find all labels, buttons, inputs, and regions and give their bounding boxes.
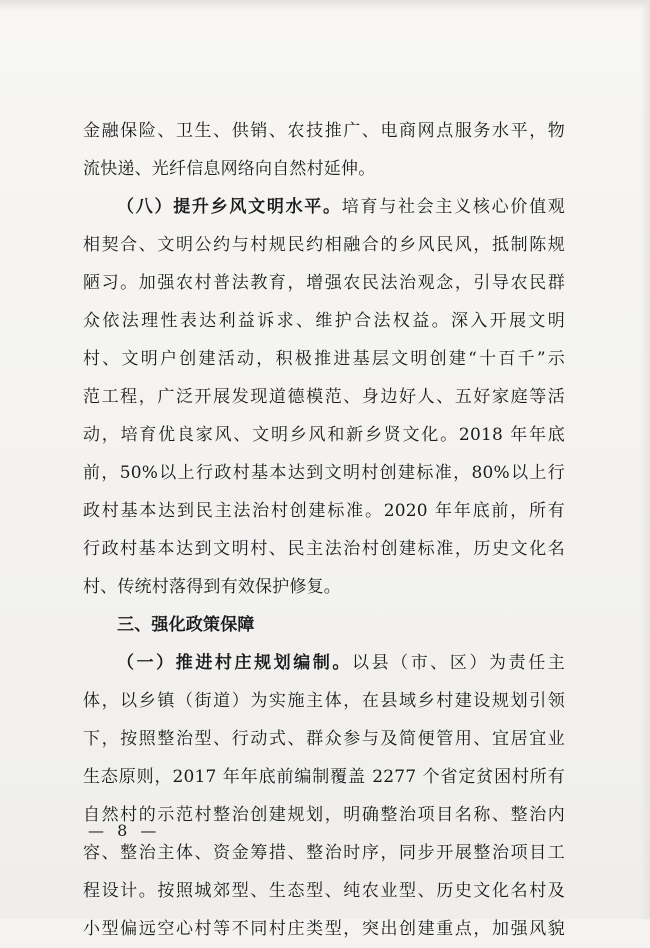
section-8-title: （八）提升乡风文明水平。 xyxy=(117,197,342,217)
subsection-1-heading-line xyxy=(83,644,565,682)
text-line-8: 范工程，广泛开展发现道德模范、身边好人、五好家庭等活 xyxy=(83,387,565,407)
text-line-11: 政村基本达到民主法治村创建标准。2020 年年底前，所有 xyxy=(83,501,565,521)
text-line-20: 容、整治主体、资金筹措、整治时序，同步开展整治项目工 xyxy=(83,843,565,863)
text-line-17: 下，按照整治型、行动式、群众参与及简便管用、宜居宜业 xyxy=(83,729,565,749)
section-3-heading: 三、强化政策保障 xyxy=(117,615,255,635)
section-8-heading-line xyxy=(83,188,565,226)
text-line-12: 行政村基本达到文明村、民主法治村创建标准，历史文化名 xyxy=(83,539,565,559)
text-line-22: 小型偏远空心村等不同村庄类型，突出创建重点，加强风貌 xyxy=(83,919,565,939)
text-line-21: 程设计。按照城郊型、生态型、纯农业型、历史文化名村及 xyxy=(83,881,565,901)
subsection-1-text: 以县（市、区）为责任主 xyxy=(351,653,565,673)
text-line-1: 金融保险、卫生、供销、农技推广、电商网点服务水平，物 xyxy=(83,121,565,141)
text-line-5: 陋习。加强农村普法教育，增强农民法治观念，引导农民群 xyxy=(83,273,565,293)
text-line-13: 村、传统村落得到有效保护修复。 xyxy=(83,577,341,597)
text-line-10: 前，50%以上行政村基本达到文明村创建标准，80%以上行 xyxy=(83,463,565,483)
section-8-text: 培育与社会主义核心价值观 xyxy=(341,197,565,217)
text-line-16: 体，以乡镇（街道）为实施主体，在县域乡村建设规划引领 xyxy=(83,691,565,711)
text-line-6: 众依法理性表达利益诉求、维护合法权益。深入开展文明 xyxy=(83,311,565,331)
page-side-shadow xyxy=(640,0,650,919)
text-line-2: 流快递、光纤信息网络向自然村延伸。 xyxy=(83,159,376,179)
text-line-9: 动，培育优良家风、文明乡风和新乡贤文化。2018 年年底 xyxy=(83,425,565,445)
text-line-18: 生态原则，2017 年年底前编制覆盖 2277 个省定贫困村所有 xyxy=(83,767,565,787)
text-line-7: 村、文明户创建活动，积极推进基层文明创建“十百千”示 xyxy=(83,349,565,369)
page-top-edge xyxy=(0,0,650,10)
subsection-1-title: （一）推进村庄规划编制。 xyxy=(117,653,352,673)
page-number: — 8 — xyxy=(88,821,161,840)
text-line-19: 自然村的示范村整治创建规划，明确整治项目名称、整治内 xyxy=(83,805,565,825)
text-line-4: 相契合、文明公约与村规民约相融合的乡风民风，抵制陈规 xyxy=(83,235,565,255)
